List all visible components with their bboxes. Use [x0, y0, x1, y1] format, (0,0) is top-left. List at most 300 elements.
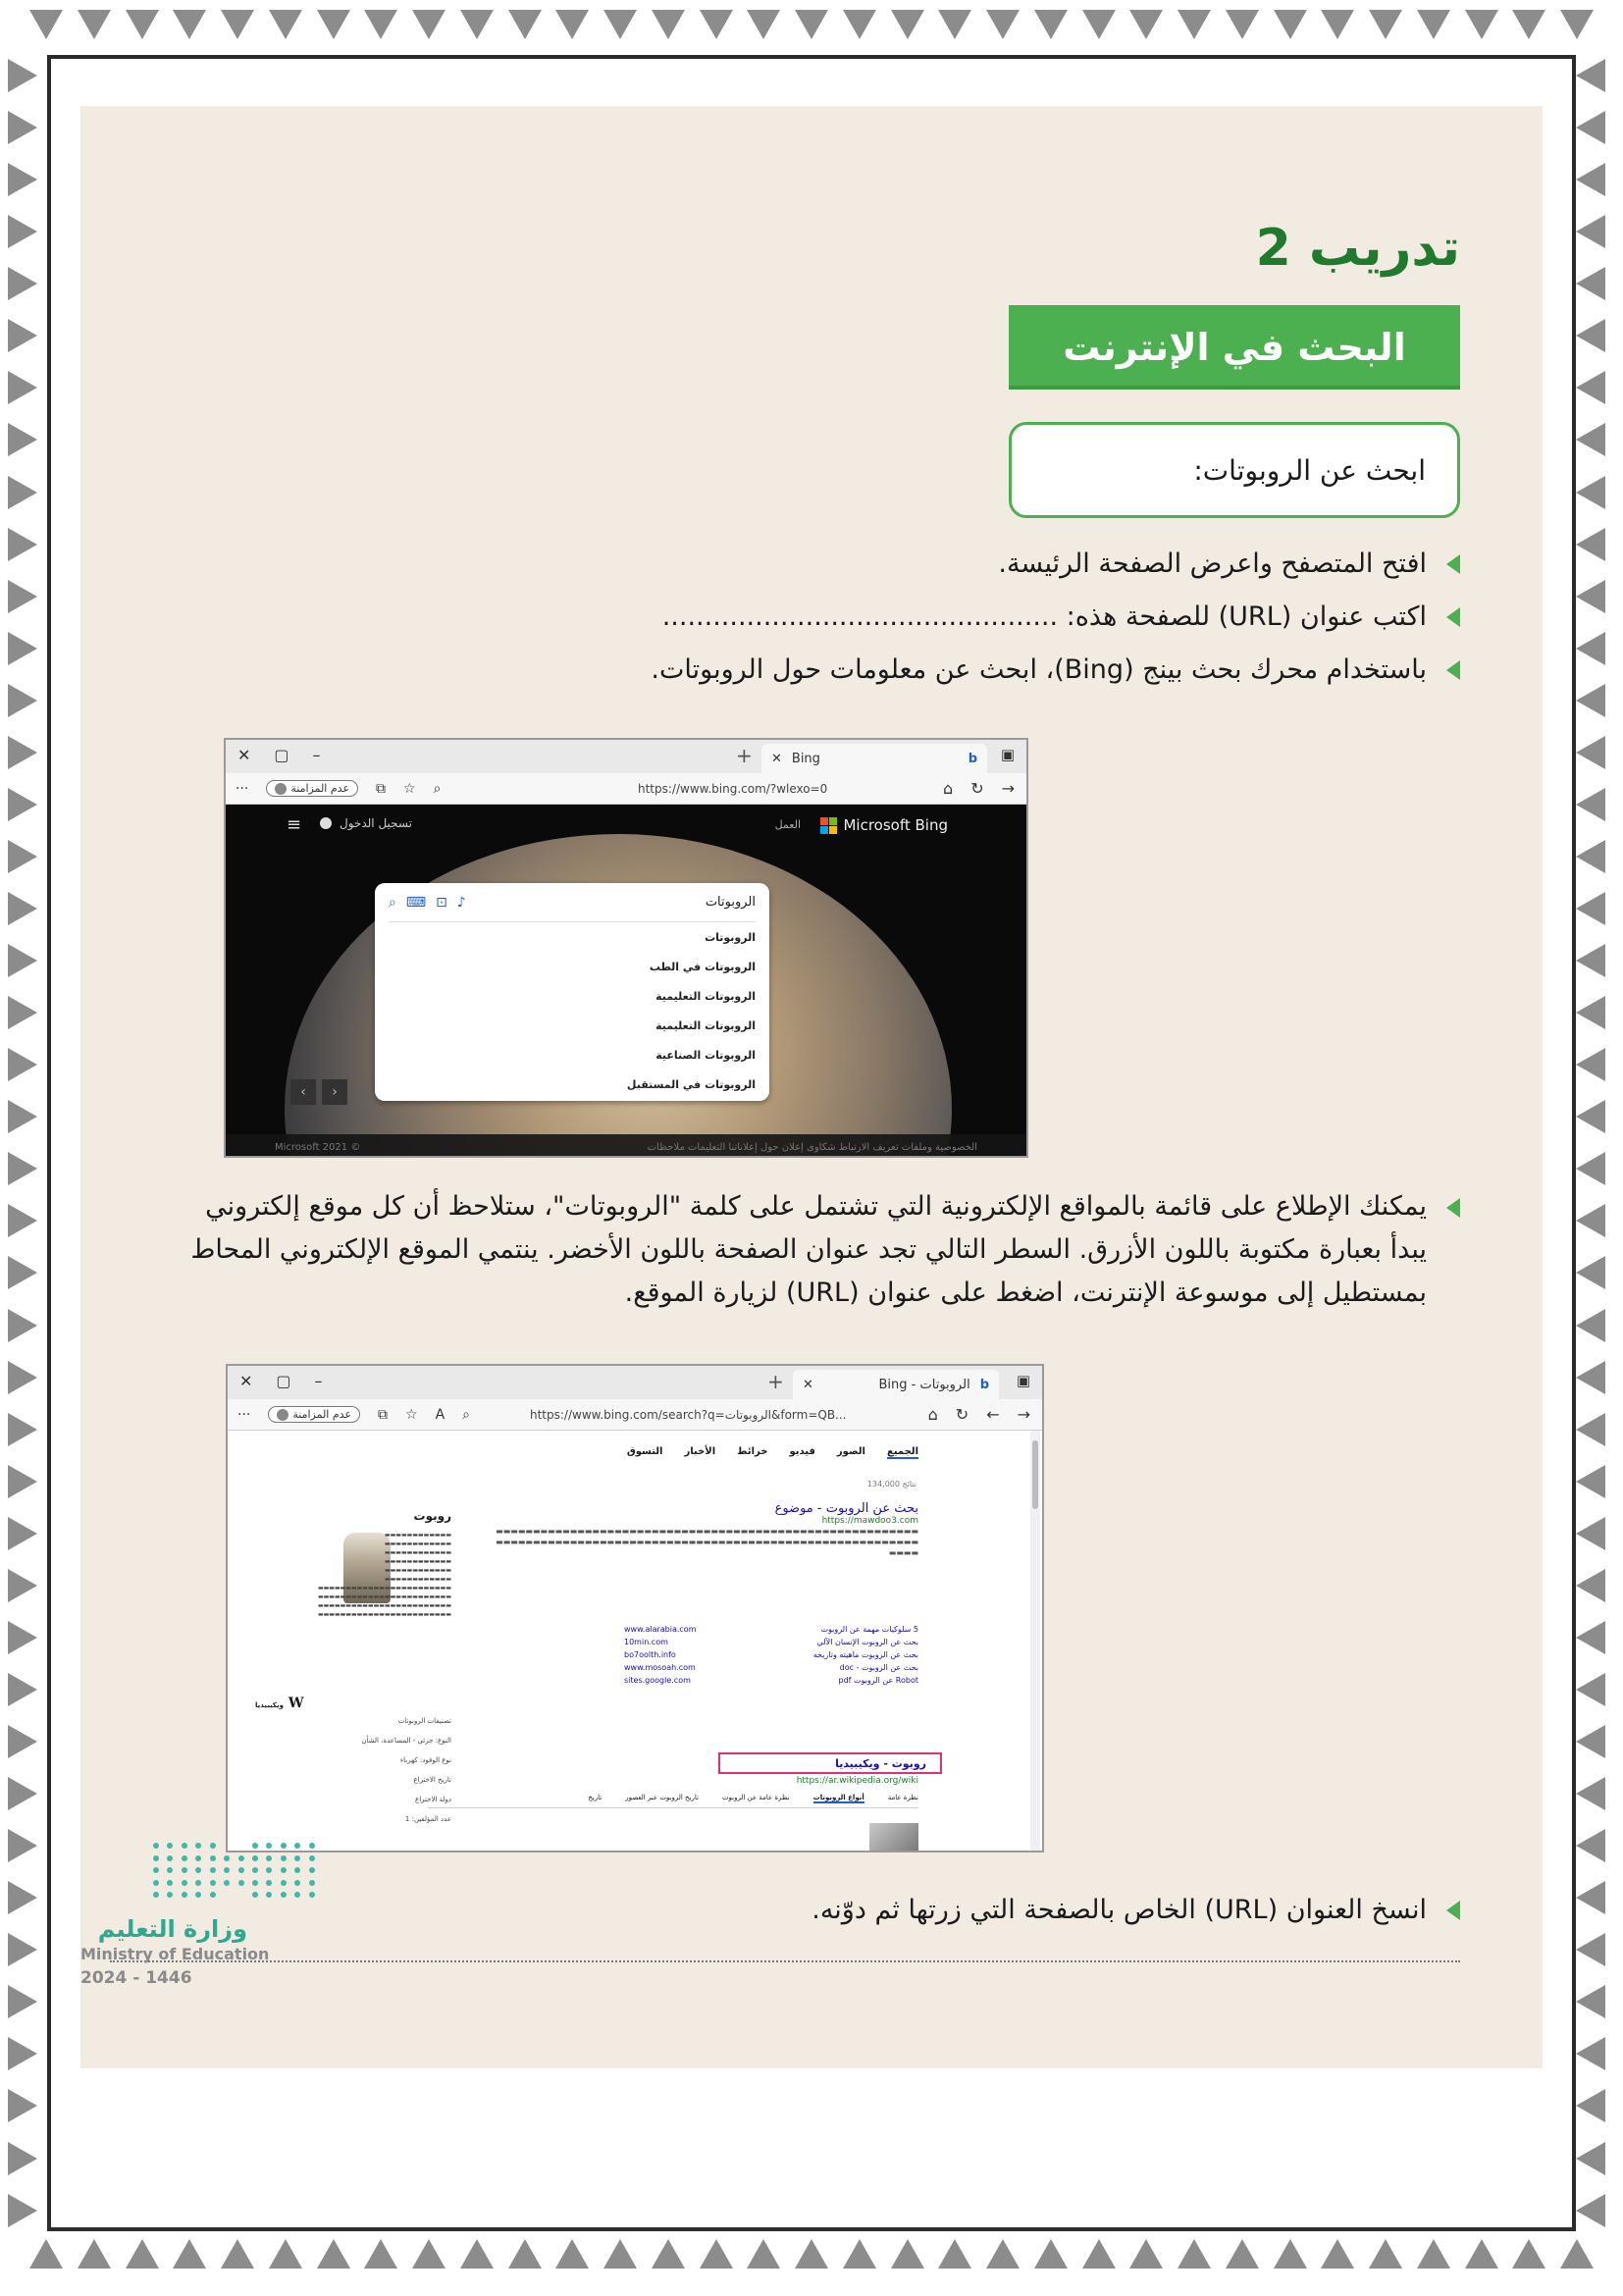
search-suggestions [375, 883, 769, 1101]
border-triangle [1274, 10, 1307, 39]
browser-tab [793, 1370, 999, 1399]
border-triangle [938, 2239, 971, 2269]
border-right [1576, 59, 1619, 2227]
border-triangle [8, 892, 37, 925]
border-triangle [603, 10, 637, 39]
border-triangle [1560, 10, 1594, 39]
address-bar [226, 773, 1026, 805]
suggestion-item: الروبوتات [705, 930, 756, 944]
address-bar [228, 1399, 1042, 1431]
card-fact: النوع: جزئي - المساعدة، الشأن [361, 1737, 451, 1745]
step-2: اكتب عنوان (URL) للصفحة هذه: ............................................... [184, 591, 1460, 644]
zoom-icon: ⌕ [433, 780, 442, 797]
logo-dot [195, 1880, 201, 1886]
border-triangle [8, 632, 37, 665]
paragraph-list [184, 1185, 1460, 1315]
zoom-icon: ⌕ [462, 1406, 470, 1423]
result-count: 134,000 نتائج [866, 1480, 916, 1488]
border-left [8, 59, 51, 2227]
border-triangle [8, 944, 37, 977]
border-triangle [8, 2089, 37, 2122]
logo-dot [167, 1867, 173, 1873]
suggestion-item: الروبوتات في الطب [649, 960, 756, 973]
refresh-icon: ↻ [955, 1405, 969, 1424]
favorites-icon: ☆ [403, 780, 416, 797]
border-triangle [8, 215, 37, 248]
border-triangle [8, 580, 37, 613]
border-triangle [8, 319, 37, 352]
border-triangle [1560, 2239, 1594, 2269]
logo-dot [167, 1855, 173, 1861]
search-results-page [228, 1431, 1042, 1852]
search-query [389, 883, 756, 922]
more-icon: ··· [237, 1406, 251, 1423]
browser-tab [761, 744, 987, 773]
signin-label: تسجيل الدخول [340, 816, 412, 830]
bing-results-screenshot [226, 1364, 1044, 1852]
border-triangle [747, 2239, 780, 2269]
related-domain: www.mosoah.com [624, 1663, 696, 1672]
logo-dot [153, 1867, 159, 1873]
microsoft-bing-logo [820, 816, 948, 834]
border-triangle [652, 10, 685, 39]
border-triangle [1576, 1256, 1605, 1289]
border-triangle [795, 2239, 828, 2269]
border-triangle [891, 2239, 924, 2269]
logo-dot [252, 1855, 258, 1861]
final-step: انسخ العنوان (URL) الخاص بالصفحة التي زرتها ثم دوّنه. [184, 1884, 1460, 1937]
logo-dot [266, 1855, 272, 1861]
border-triangle [1576, 267, 1605, 300]
source-label: ويكيبيديا [255, 1701, 284, 1709]
logo-dot [281, 1892, 287, 1898]
query-text: الروبوتات [705, 895, 756, 910]
logo-dot [167, 1880, 173, 1886]
border-triangle [700, 2239, 733, 2269]
avatar [275, 783, 287, 795]
close-icon: ✕ [237, 746, 251, 764]
related-link: Robot عن الروبوت pdf [838, 1676, 918, 1685]
paragraph-line-1: يمكنك الإطلاع على قائمة بالمواقع الإلكترونية التي تشتمل على كلمة "الروبوتات"، ستلاحظ أن كل موقع إلكتروني [205, 1191, 1427, 1222]
border-triangle [1082, 2239, 1116, 2269]
border-triangle [1576, 528, 1605, 561]
border-triangle [8, 996, 37, 1029]
logo-dot [266, 1867, 272, 1873]
border-triangle [8, 1777, 37, 1810]
read-aloud-icon: A [435, 1406, 445, 1423]
border-triangle [1576, 736, 1605, 769]
footer-links: الخصوصية وملفات تعريف الارتباط شكاوى إعلان حول إعلاناتنا التعليمات ملاحظات [647, 1141, 977, 1153]
border-triangle [8, 1881, 37, 1914]
result-mawdoo3 [457, 1501, 918, 1558]
bing-home-screenshot [224, 738, 1028, 1158]
card-title: روبوت [413, 1509, 451, 1523]
border-triangle [1417, 10, 1450, 39]
logo-dot [294, 1892, 300, 1898]
logo-dot [195, 1843, 201, 1849]
minimize-icon: – [312, 746, 321, 764]
tab-close-icon: ✕ [803, 1377, 813, 1392]
home-icon: ⌂ [943, 779, 954, 798]
logo-dot [167, 1843, 173, 1849]
border-triangle [460, 2239, 494, 2269]
suggestion-item: الروبوتات التعليمية [655, 1018, 756, 1032]
border-triangle [795, 10, 828, 39]
minimize-icon: – [314, 1372, 323, 1390]
logo-dot [281, 1843, 287, 1849]
border-triangle [1576, 1048, 1605, 1081]
result-tabs [627, 1446, 918, 1459]
border-triangle [1576, 2194, 1605, 2227]
border-triangle [1576, 1777, 1605, 1810]
related-link: بحث عن الروبوت - doc [839, 1663, 918, 1672]
new-tab-icon: + [767, 1370, 784, 1393]
paragraph-line-3: بمستطيل إلى موسوعة الإنترنت، اضغط على عنوان (URL) لزيارة الموقع. [624, 1278, 1427, 1308]
logo-dot [167, 1892, 173, 1898]
border-triangle [78, 10, 111, 39]
task-text: ابحث عن الروبوتات: [1193, 453, 1426, 487]
border-triangle [986, 2239, 1020, 2269]
border-triangle [8, 1673, 37, 1706]
subtab: نظرة عامة عن الروبوت [721, 1794, 790, 1801]
border-triangle [1369, 10, 1402, 39]
border-triangle [1576, 788, 1605, 821]
border-triangle [8, 1725, 37, 1758]
mic-icon: ♪ [456, 894, 466, 911]
maximize-icon: ▢ [274, 746, 289, 764]
border-triangle [269, 2239, 302, 2269]
border-triangle [8, 1933, 37, 1966]
refresh-icon: ↻ [970, 779, 984, 798]
related-link: بحث عن الروبوت ماهيته وتاريخه [812, 1650, 918, 1659]
border-triangle [1576, 423, 1605, 456]
border-triangle [652, 2239, 685, 2269]
logo-dot [309, 1843, 315, 1849]
border-triangle [1576, 2142, 1605, 2175]
logo-dot [153, 1880, 159, 1886]
menu-icon: ≡ [287, 814, 302, 835]
border-triangle [8, 111, 37, 144]
final-step-list [184, 1884, 1460, 1937]
border-triangle [221, 10, 254, 39]
tab-images: الصور [836, 1446, 865, 1457]
logo-dot [266, 1843, 272, 1849]
border-triangle [8, 1569, 37, 1602]
border-triangle [1576, 163, 1605, 196]
subtab: تاريخ الروبوت عبر العصور [625, 1794, 699, 1801]
logo-dot [182, 1867, 187, 1873]
border-triangle [555, 2239, 589, 2269]
logo-dot [238, 1855, 244, 1861]
logo-dot [224, 1855, 230, 1861]
border-triangle [8, 2142, 37, 2175]
border-triangle [8, 1985, 37, 2018]
profile-pill [268, 1406, 360, 1423]
logo-dot [252, 1867, 258, 1873]
border-bottom [29, 2239, 1594, 2282]
result-snippet: ▬▬▬▬▬▬▬▬▬▬▬▬▬▬▬▬▬▬▬▬▬▬▬▬▬▬▬▬▬▬▬▬▬▬▬▬▬▬▬▬▬▬▬▬▬▬▬▬▬▬▬▬▬▬▬▬▬ ▬▬▬▬▬▬▬▬▬▬▬▬▬▬▬▬▬▬▬▬▬▬▬▬▬▬▬▬▬▬▬▬▬▬▬▬▬▬▬▬▬▬▬▬▬▬▬▬▬▬▬▬▬▬▬▬▬ ▬▬▬▬ [496, 1527, 918, 1557]
prev-icon: ‹ [290, 1079, 316, 1105]
tab-actions-icon: ▣ [1016, 1372, 1030, 1389]
border-triangle [1321, 10, 1354, 39]
logo-arabic: وزارة التعليم [97, 1915, 247, 1943]
border-triangle [555, 10, 589, 39]
search-icon: ⌕ [389, 894, 396, 911]
border-triangle [1576, 840, 1605, 873]
border-triangle [1082, 10, 1116, 39]
step-1: افتح المتصفح واعرض الصفحة الرئيسة. [184, 538, 1460, 591]
border-triangle [508, 10, 542, 39]
logo-dot [182, 1843, 187, 1849]
wikipedia-icon: W ويكيبيديا [255, 1696, 304, 1711]
border-triangle [8, 1517, 37, 1550]
subtab: نظرة عامة [887, 1794, 918, 1801]
collections-icon: ⧉ [378, 1406, 389, 1423]
border-triangle [1576, 1204, 1605, 1237]
logo-dot [266, 1880, 272, 1886]
border-triangle [8, 528, 37, 561]
border-triangle [412, 10, 445, 39]
logo-dots-icon [153, 1843, 320, 1902]
tab-videos: فيديو [789, 1446, 815, 1457]
logo-dot [182, 1892, 187, 1898]
new-tab-icon: + [736, 744, 753, 767]
keyboard-icon: ⌨ [405, 894, 427, 911]
border-triangle [603, 2239, 637, 2269]
border-triangle [1178, 2239, 1211, 2269]
border-triangle [8, 267, 37, 300]
border-top [29, 10, 1594, 53]
bing-icon: b [979, 1377, 989, 1392]
border-triangle [1465, 2239, 1498, 2269]
border-triangle [1321, 2239, 1354, 2269]
logo-dot [210, 1843, 216, 1849]
border-triangle [1369, 2239, 1402, 2269]
border-triangle [29, 2239, 63, 2269]
visual-search-icon: ⊡ [436, 894, 447, 911]
logo-dot [309, 1880, 315, 1886]
border-triangle [8, 1152, 37, 1185]
favorites-icon: ☆ [405, 1406, 418, 1423]
border-triangle [843, 2239, 876, 2269]
profile-label: عدم المزامنة [290, 782, 350, 795]
border-triangle [8, 59, 37, 92]
border-triangle [1512, 2239, 1545, 2269]
border-triangle [78, 2239, 111, 2269]
border-triangle [8, 1256, 37, 1289]
border-triangle [1576, 371, 1605, 404]
border-triangle [1576, 684, 1605, 717]
tab-label: Bing [791, 751, 820, 766]
border-triangle [8, 1413, 37, 1446]
suggestion-item: الروبوتات في المستقبل [626, 1077, 756, 1091]
border-triangle [1576, 1152, 1605, 1185]
logo-dot [281, 1855, 287, 1861]
card-fact: نوع الوقود: كهرباء [399, 1756, 451, 1764]
border-triangle [1576, 1569, 1605, 1602]
border-triangle [412, 2239, 445, 2269]
border-triangle [1576, 2037, 1605, 2070]
forward-icon: → [1001, 779, 1015, 798]
border-triangle [1576, 944, 1605, 977]
related-domain: www.alarabia.com [624, 1625, 697, 1634]
border-triangle [8, 1465, 37, 1498]
logo-dot [252, 1880, 258, 1886]
robot-thumbnail [869, 1823, 918, 1852]
logo-dot [195, 1855, 201, 1861]
border-triangle [1576, 319, 1605, 352]
border-triangle [269, 10, 302, 39]
border-triangle [1034, 2239, 1068, 2269]
border-triangle [364, 2239, 397, 2269]
ministry-logo [80, 1843, 326, 2039]
logo-dot [252, 1843, 258, 1849]
border-triangle [508, 2239, 542, 2269]
more-icon: ··· [236, 780, 249, 797]
border-triangle [8, 1100, 37, 1133]
task-box [1009, 422, 1460, 518]
border-triangle [1576, 476, 1605, 509]
bing-footer [226, 1134, 1026, 1158]
logo-english: Ministry of Education [80, 1945, 270, 1963]
border-triangle [1226, 10, 1259, 39]
border-triangle [126, 2239, 159, 2269]
border-triangle [1576, 1517, 1605, 1550]
logo-dot [294, 1855, 300, 1861]
border-triangle [1512, 10, 1545, 39]
border-triangle [1576, 59, 1605, 92]
logo-dot [252, 1892, 258, 1898]
tab-news: الأخبار [684, 1446, 716, 1457]
subtab: تاريخ [588, 1794, 602, 1801]
logo-dot [238, 1880, 244, 1886]
signin-link [320, 816, 412, 830]
border-triangle [1178, 10, 1211, 39]
logo-dot [309, 1855, 315, 1861]
logo-dot [153, 1855, 159, 1861]
border-triangle [317, 2239, 350, 2269]
card-description: ▬▬▬▬▬▬▬▬▬▬▬▬ ▬▬▬▬▬▬▬▬▬▬▬▬ ▬▬▬▬▬▬▬▬▬▬▬▬ ▬▬▬▬▬▬▬▬▬▬▬▬ ▬▬▬▬▬▬▬▬▬▬▬▬ ▬▬▬▬▬▬▬▬▬▬▬▬ ▬▬▬▬▬▬▬▬▬▬▬▬▬▬▬▬▬▬▬▬▬▬▬▬ ▬▬▬▬▬▬▬▬▬▬▬▬▬▬▬▬▬▬▬▬▬▬▬▬ ▬▬▬▬▬▬▬▬▬▬▬▬▬▬▬▬▬▬▬▬▬▬▬▬ ▬▬▬▬▬▬▬▬▬▬▬▬▬▬▬▬▬▬▬▬▬▬▬▬ [317, 1532, 451, 1618]
border-triangle [8, 1361, 37, 1394]
border-triangle [8, 2194, 37, 2227]
border-triangle [221, 2239, 254, 2269]
border-triangle [1576, 632, 1605, 665]
border-triangle [1274, 2239, 1307, 2269]
avatar [277, 1409, 288, 1421]
knowledge-card [255, 1509, 451, 1843]
logo-dot [182, 1855, 187, 1861]
border-triangle [1226, 2239, 1259, 2269]
border-triangle [1129, 10, 1163, 39]
logo-dot [294, 1867, 300, 1873]
tab-label: الروبوتات - Bing [878, 1377, 970, 1392]
logo-dot [238, 1867, 244, 1873]
logo-dot [195, 1867, 201, 1873]
section-banner: البحث في الإنترنت [1009, 305, 1460, 390]
close-icon: ✕ [239, 1372, 253, 1390]
logo-dot [153, 1843, 159, 1849]
related-domain: bo7oolth.info [624, 1650, 676, 1659]
border-triangle [1576, 580, 1605, 613]
border-triangle [8, 1829, 37, 1862]
logo-dot [182, 1880, 187, 1886]
border-triangle [1576, 2089, 1605, 2122]
border-triangle [1576, 1829, 1605, 1862]
card-fact: تصنيفات الروبوتات [397, 1717, 451, 1725]
border-triangle [1576, 1985, 1605, 2018]
exercise-title: تدريب 2 [1255, 219, 1460, 278]
worksheet [80, 106, 1543, 2068]
wiki-title: روبوت - ويكيبيديا [835, 1756, 926, 1770]
logo-dot [224, 1880, 230, 1886]
border-triangle [8, 840, 37, 873]
steps-list [184, 538, 1460, 697]
tab-shopping: التسوق [626, 1446, 663, 1457]
border-triangle [8, 736, 37, 769]
border-triangle [891, 10, 924, 39]
image-pager [290, 1079, 347, 1105]
border-triangle [1576, 215, 1605, 248]
logo-dot [281, 1867, 287, 1873]
collections-icon: ⧉ [376, 780, 387, 797]
logo-year: 2024 - 1446 [80, 1968, 192, 1988]
border-triangle [8, 371, 37, 404]
logo-dot [294, 1843, 300, 1849]
logo-dot [210, 1892, 216, 1898]
border-triangle [1034, 10, 1068, 39]
border-triangle [1576, 1933, 1605, 1966]
border-triangle [1576, 996, 1605, 1029]
url-text: https://www.bing.com/?wlexo=0 [638, 781, 828, 796]
logo-dot [153, 1892, 159, 1898]
step-3: باستخدام محرك بحث بينج (Bing)، ابحث عن معلومات حول الروبوتات. [184, 644, 1460, 697]
border-triangle [700, 10, 733, 39]
related-link: 5 سلوكيات مهمة عن الروبوت [820, 1625, 918, 1634]
border-triangle [1576, 1621, 1605, 1654]
logo-dot [195, 1892, 201, 1898]
wikipedia-result-highlight [718, 1752, 942, 1774]
logo-dot [294, 1880, 300, 1886]
border-triangle [8, 163, 37, 196]
tab-actions-icon: ▣ [1000, 746, 1015, 763]
border-triangle [1576, 1100, 1605, 1133]
profile-pill [266, 780, 358, 797]
border-triangle [1576, 1881, 1605, 1914]
border-triangle [364, 10, 397, 39]
scrollbar [1030, 1431, 1040, 1852]
border-triangle [8, 788, 37, 821]
border-triangle [1417, 2239, 1450, 2269]
suggestion-item: الروبوتات الصناعية [655, 1048, 756, 1062]
related-domain: 10min.com [624, 1638, 668, 1646]
related-domain: sites.google.com [624, 1676, 691, 1685]
border-triangle [986, 10, 1020, 39]
border-triangle [1576, 111, 1605, 144]
result-url: https://mawdoo3.com [821, 1516, 918, 1526]
scrollbar-thumb [1032, 1440, 1038, 1509]
nav-link: العمل [774, 818, 801, 831]
border-triangle [8, 476, 37, 509]
card-fact: تاريخ الاختراع [413, 1776, 451, 1784]
border-triangle [938, 10, 971, 39]
border-triangle [8, 423, 37, 456]
browser-titlebar [228, 1366, 1042, 1399]
border-triangle [173, 2239, 206, 2269]
related-links [624, 1623, 918, 1687]
logo-dot [309, 1867, 315, 1873]
tab-close-icon: ✕ [771, 751, 782, 766]
border-triangle [8, 1621, 37, 1654]
